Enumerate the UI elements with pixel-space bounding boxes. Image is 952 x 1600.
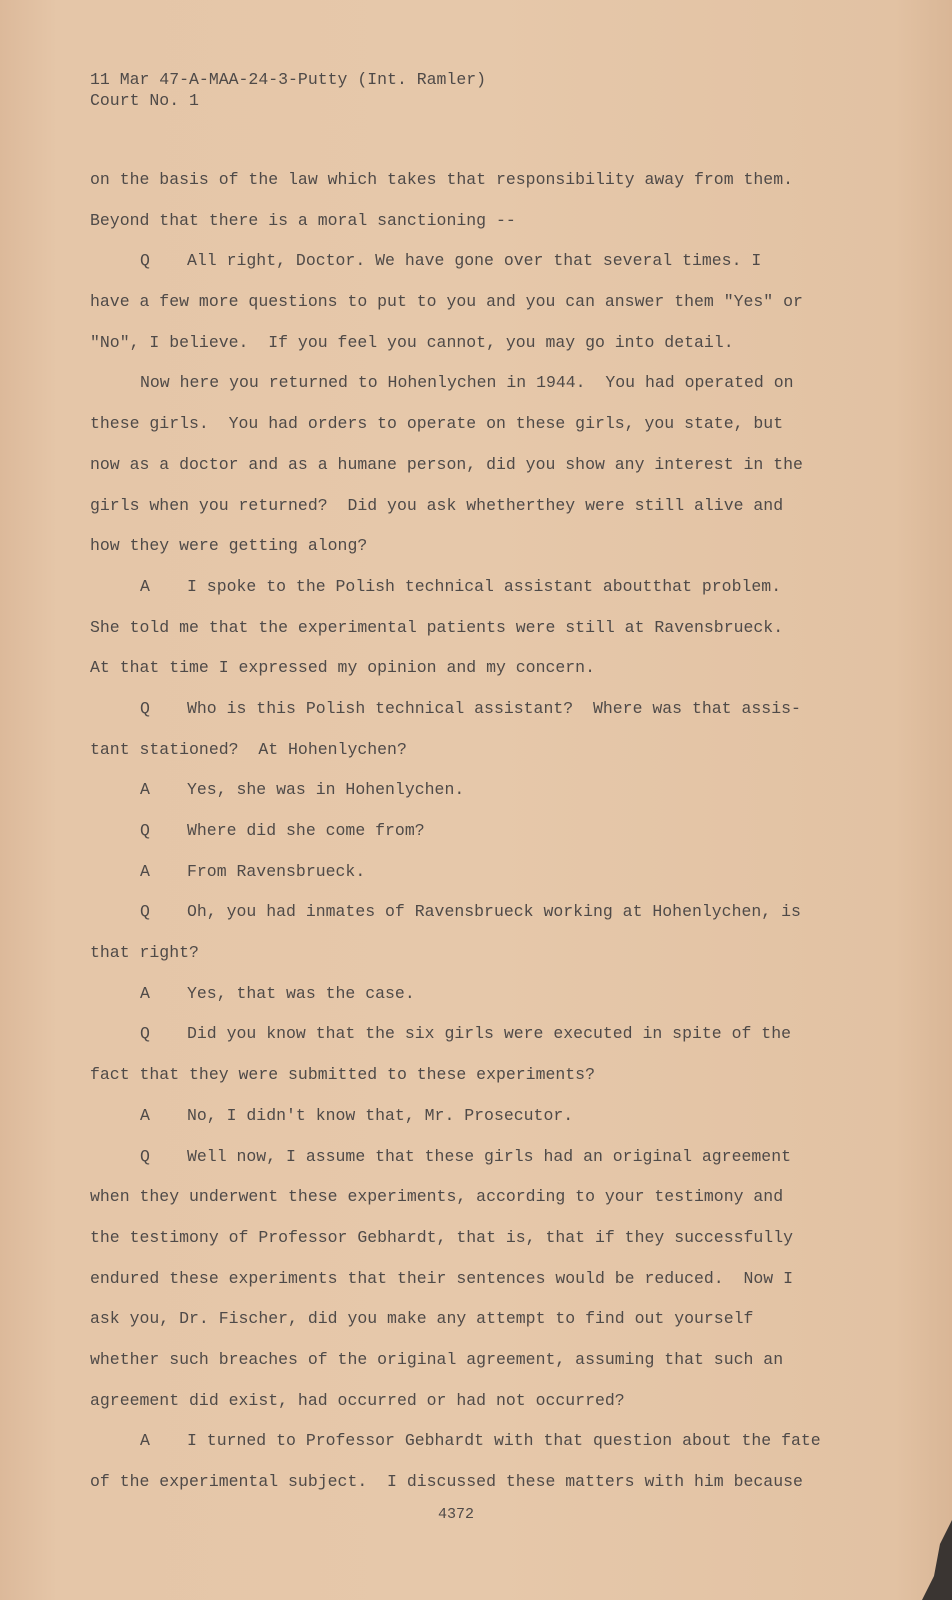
- transcript-line: [90, 982, 870, 1023]
- header-court: Court No. 1: [90, 91, 199, 110]
- transcript-body: [90, 168, 870, 1511]
- line-text: She told me that the experimental patients were still at Ravensbrueck.: [90, 617, 784, 637]
- line-text: ask you, Dr. Fischer, did you make any attempt to find out yourself: [90, 1309, 754, 1329]
- transcript-line: [90, 738, 870, 779]
- transcript-line: [90, 1104, 870, 1145]
- speaker-label: A: [140, 576, 150, 596]
- transcript-line: [90, 941, 870, 982]
- transcript-line: [90, 900, 870, 941]
- transcript-line: [90, 494, 870, 535]
- header-reference: 11 Mar 47-A-MAA-24-3-Putty (Int. Ramler): [90, 70, 487, 89]
- line-text: Well now, I assume that these girls had an original agreement: [187, 1146, 791, 1166]
- speaker-label: Q: [140, 821, 150, 840]
- line-text: Where did she come from?: [187, 821, 425, 840]
- speaker-label: A: [140, 983, 150, 1003]
- transcript-line: [90, 534, 870, 575]
- transcript-line: [90, 1307, 870, 1348]
- line-text: Beyond that there is a moral sanctioning --: [90, 210, 516, 230]
- line-text: From Ravensbrueck.: [187, 861, 366, 881]
- transcript-line: [90, 656, 870, 697]
- speaker-label: Q: [140, 251, 150, 271]
- transcript-line: [90, 1022, 870, 1063]
- page-number: 4372: [438, 1506, 475, 1523]
- line-text: of the experimental subject. I discussed these matters with him because: [90, 1472, 803, 1491]
- transcript-line: [90, 209, 870, 250]
- line-text: No, I didn't know that, Mr. Prosecutor.: [187, 1105, 574, 1125]
- transcript-line: [90, 453, 870, 494]
- line-text: have a few more questions to put to you and you can answer them "Yes" or: [90, 292, 803, 312]
- line-text: fact that they were submitted to these experiments?: [90, 1065, 595, 1085]
- torn-corner: [922, 1520, 952, 1600]
- transcript-line: [90, 1267, 870, 1308]
- transcript-line: [90, 1145, 870, 1186]
- line-text: endured these experiments that their sentences would be reduced. Now I: [90, 1268, 794, 1288]
- transcript-line: [90, 1185, 870, 1226]
- transcript-line: [90, 371, 870, 412]
- line-text: agreement did exist, had occurred or had not occurred?: [90, 1390, 625, 1410]
- transcript-line: [90, 860, 870, 901]
- transcript-line: [90, 819, 870, 860]
- transcript-line: [90, 168, 870, 209]
- transcript-line: [90, 1389, 870, 1430]
- speaker-label: Q: [140, 902, 150, 922]
- line-text: At that time I expressed my opinion and my concern.: [90, 658, 595, 678]
- speaker-label: Q: [140, 698, 150, 718]
- line-text: whether such breaches of the original agreement, assuming that such an: [90, 1349, 784, 1369]
- line-text: how they were getting along?: [90, 536, 368, 556]
- transcript-line: [90, 1226, 870, 1267]
- line-text: these girls. You had orders to operate on these girls, you state, but: [90, 414, 784, 434]
- transcript-line: [90, 249, 870, 290]
- line-text: Did you know that the six girls were executed in spite of the: [187, 1024, 791, 1044]
- speaker-label: A: [140, 861, 150, 881]
- line-text: "No", I believe. If you feel you cannot, you may go into detail.: [90, 332, 734, 352]
- speaker-label: A: [140, 780, 150, 800]
- line-text: Who is this Polish technical assistant? Where was that assis-: [187, 698, 801, 718]
- transcript-line: [90, 1429, 870, 1470]
- transcript-line: [90, 697, 870, 738]
- speaker-label: A: [140, 1105, 150, 1125]
- line-text: Yes, she was in Hohenlychen.: [187, 780, 465, 800]
- transcript-line: [90, 575, 870, 616]
- transcript-line: [90, 290, 870, 331]
- line-text: All right, Doctor. We have gone over that several times. I: [187, 251, 762, 271]
- line-text: I spoke to the Polish technical assistant aboutthat problem.: [187, 576, 782, 596]
- transcript-line: [90, 1470, 870, 1511]
- transcript-line: [90, 1348, 870, 1389]
- line-text: that right?: [90, 943, 199, 963]
- line-text: tant stationed? At Hohenlychen?: [90, 739, 407, 759]
- speaker-label: Q: [140, 1024, 150, 1044]
- transcript-line: [90, 331, 870, 372]
- line-text: on the basis of the law which takes that responsibility away from them.: [90, 170, 794, 189]
- line-text: when they underwent these experiments, according to your testimony and: [90, 1187, 784, 1207]
- speaker-label: Q: [140, 1146, 150, 1166]
- transcript-line: [90, 1063, 870, 1104]
- line-text: Yes, that was the case.: [187, 983, 415, 1003]
- line-text: Oh, you had inmates of Ravensbrueck working at Hohenlychen, is: [187, 902, 801, 922]
- transcript-line: [90, 778, 870, 819]
- transcript-line: [90, 616, 870, 657]
- line-text: now as a doctor and as a humane person, did you show any interest in the: [90, 454, 803, 474]
- line-text: I turned to Professor Gebhardt with that question about the fate: [187, 1431, 821, 1451]
- line-text: the testimony of Professor Gebhardt, that is, that if they successfully: [90, 1227, 794, 1247]
- line-text: girls when you returned? Did you ask whetherthey were still alive and: [90, 495, 784, 515]
- transcript-line: [90, 412, 870, 453]
- speaker-label: A: [140, 1431, 150, 1451]
- line-text: Now here you returned to Hohenlychen in 1944. You had operated on: [140, 373, 794, 393]
